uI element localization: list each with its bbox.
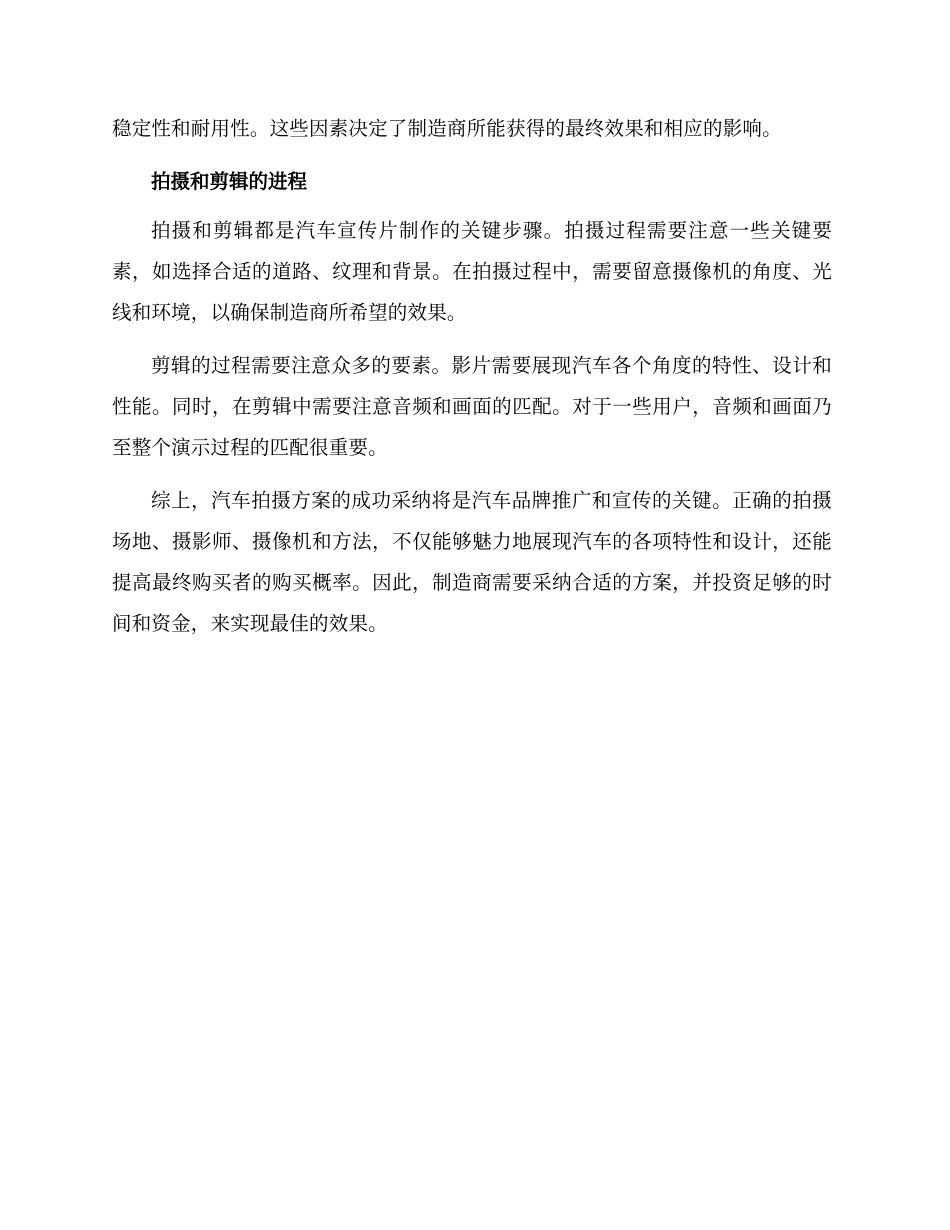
continuation-paragraph: 稳定性和耐用性。这些因素决定了制造商所能获得的最终效果和相应的影响。 <box>112 117 782 140</box>
document-page <box>112 108 832 644</box>
body-paragraph-3: 综上，汽车拍摄方案的成功采纳将是汽车品牌推广和宣传的关键。正确的拍摄场地、摄影师、摄像机和方法，不仅能够魅力地展现汽车的各项特性和设计，还能提高最终购买者的购买概率。因此，制造商需要采纳合适的方案，并投资足够的时间和资金，来实现最佳的效果。 <box>112 489 832 635</box>
body-paragraph-2: 剪辑的过程需要注意众多的要素。影片需要展现汽车各个角度的特性、设计和性能。同时，在剪辑中需要注意音频和画面的匹配。对于一些用户，音频和画面乃至整个演示过程的匹配很重要。 <box>112 354 832 459</box>
body-paragraph-1: 拍摄和剪辑都是汽车宣传片制作的关键步骤。拍摄过程需要注意一些关键要素，如选择合适的道路、纹理和背景。在拍摄过程中，需要留意摄像机的角度、光线和环境，以确保制造商所希望的效果。 <box>112 219 832 324</box>
section-heading: 拍摄和剪辑的进程 <box>151 170 308 193</box>
